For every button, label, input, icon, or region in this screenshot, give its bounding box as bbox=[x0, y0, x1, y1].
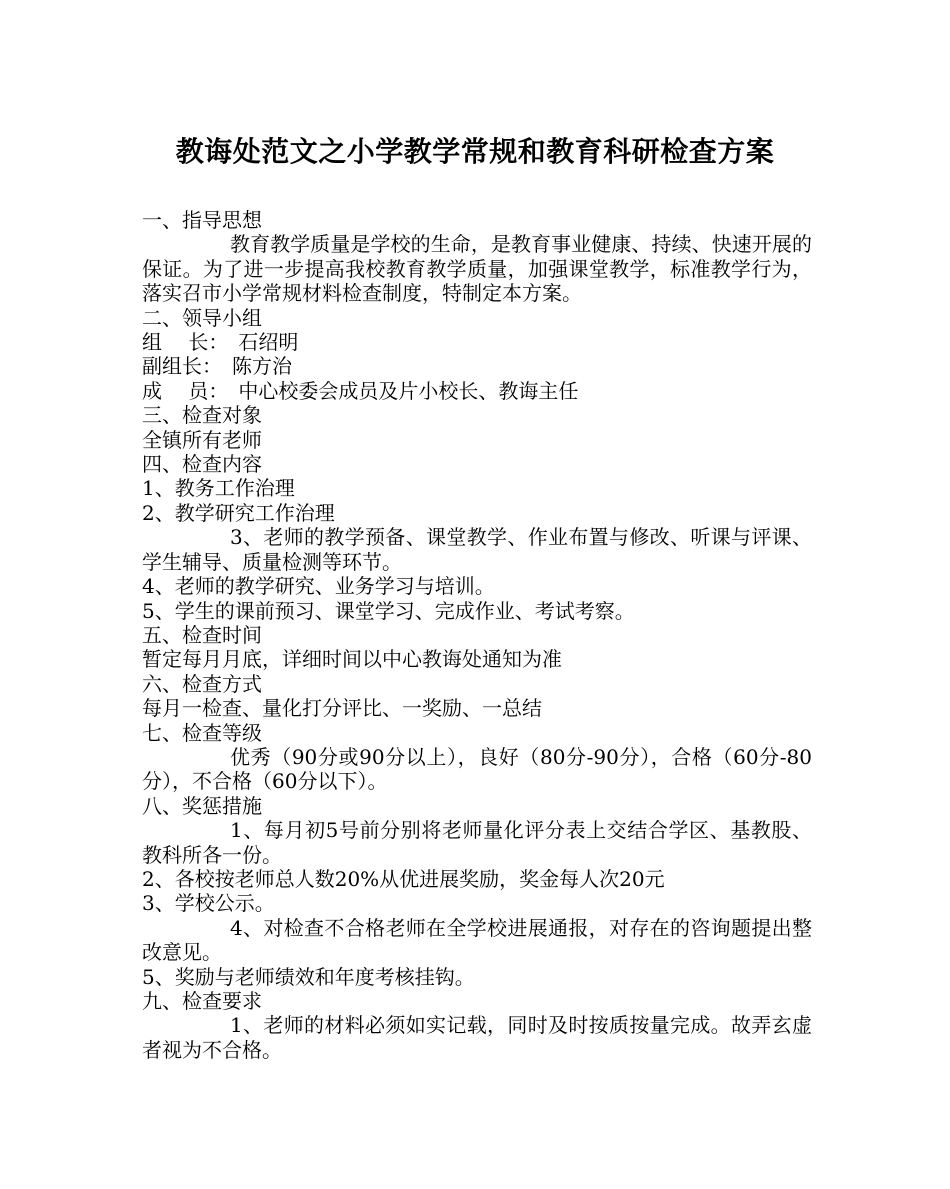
paragraph: 教育教学质量是学校的生命，是教育事业健康、持续、快速开展的保证。为了进一步提高我校教育教学质量，加强课堂教学，标准教学行为，落实召市小学常规材料检查制度，特制定本方案。 bbox=[142, 232, 812, 306]
list-item: 4、对检查不合格老师在全学校进展通报，对存在的咨询题提出整改意见。 bbox=[142, 915, 812, 965]
section-heading-6: 六、检查方式 bbox=[142, 671, 262, 696]
list-item: 3、老师的教学预备、课堂教学、作业布置与修改、听课与评课、学生辅导、质量检测等环节。 bbox=[142, 525, 812, 574]
text-line: 全镇所有老师 bbox=[142, 427, 262, 452]
list-item: 4、老师的教学研究、业务学习与培训。 bbox=[142, 574, 495, 599]
document-title: 教诲处范文之小学教学常规和教育科研检查方案 bbox=[175, 135, 775, 168]
list-item: 1、每月初5号前分别将老师量化评分表上交结合学区、基教股、教科所各一份。 bbox=[142, 818, 812, 867]
document-body bbox=[142, 208, 812, 1062]
members-line: 成 员： 中心校委会成员及片小校长、教诲主任 bbox=[142, 378, 579, 403]
list-item: 5、奖励与老师绩效和年度考核挂钩。 bbox=[142, 964, 475, 989]
text-line: 每月一检查、量化打分评比、一奖励、一总结 bbox=[142, 696, 542, 721]
section-heading-3: 三、检查对象 bbox=[142, 403, 262, 428]
section-heading-5: 五、检查时间 bbox=[142, 622, 262, 647]
list-item: 1、老师的材料必须如实记载，同时及时按质按量完成。故弄玄虚者视为不合格。 bbox=[142, 1013, 812, 1062]
section-heading-2: 二、领导小组 bbox=[142, 305, 262, 330]
section-heading-8: 八、奖惩措施 bbox=[142, 793, 262, 818]
list-item: 2、各校按老师总人数20%从优进展奖励，奖金每人次20元 bbox=[142, 866, 665, 891]
paragraph: 优秀（90分或90分以上），良好（80分-90分），合格（60分-80分），不合格（60分以下）。 bbox=[142, 744, 812, 794]
list-item: 5、学生的课前预习、课堂学习、完成作业、考试考察。 bbox=[142, 598, 635, 623]
list-item: 1、教务工作治理 bbox=[142, 476, 295, 501]
section-heading-7: 七、检查等级 bbox=[142, 720, 262, 745]
section-heading-4: 四、检查内容 bbox=[142, 452, 262, 477]
deputy-leader-line: 副组长： 陈方治 bbox=[142, 354, 292, 379]
list-item: 3、学校公示。 bbox=[142, 891, 275, 916]
leader-line: 组 长： 石绍明 bbox=[142, 330, 299, 355]
section-heading-9: 九、检查要求 bbox=[142, 989, 262, 1013]
text-line: 暂定每月月底，详细时间以中心教诲处通知为准 bbox=[142, 647, 562, 672]
section-heading-1: 一、指导思想 bbox=[142, 208, 262, 232]
list-item: 2、教学研究工作治理 bbox=[142, 500, 335, 525]
